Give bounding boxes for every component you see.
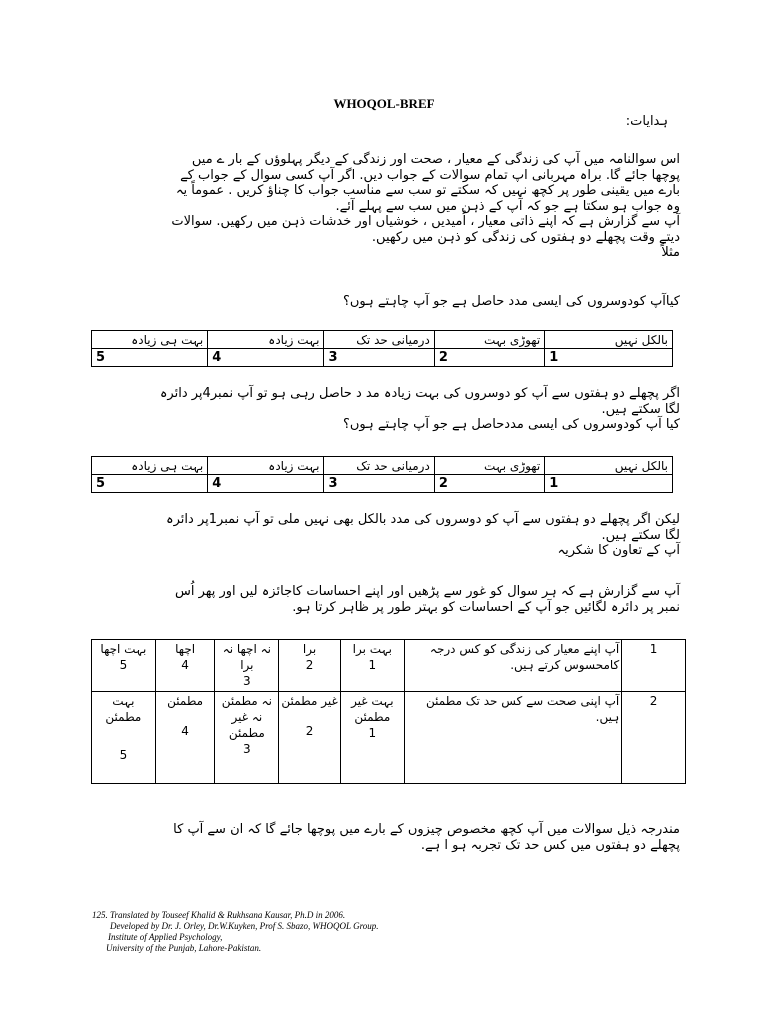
answer-option[interactable] — [215, 692, 279, 784]
option-label: نہ مطمئن نہ غیر مطمئن — [221, 694, 272, 740]
response-scale-table-2 — [91, 456, 673, 493]
scale-number[interactable]: 5 — [92, 349, 208, 367]
scale-label: درمیانی حد تک — [324, 331, 434, 349]
footer-line: 125. Translated by Touseef Khalid & Rukhsana Kausar, Ph.D in 2006. — [92, 910, 346, 920]
scale-label: بہت ہی زیادہ — [92, 457, 208, 475]
answer-option[interactable] — [155, 692, 215, 784]
request-line: نمبر پر دائرہ لگائیں جو آپ کے احساسات کو بہتر طور پر ظاہر کرتا ہو. — [292, 599, 680, 615]
option-label: مطمئن — [167, 694, 204, 708]
scale-number[interactable]: 1 — [545, 475, 673, 493]
option-value: 2 — [305, 658, 314, 672]
footer-credits — [92, 910, 379, 954]
request-paragraph — [80, 584, 680, 615]
explanation-line: لگا سکتے ہیں. — [601, 527, 680, 543]
scale-label: بالکل نہیں — [545, 331, 673, 349]
explanation-line: اگر پچھلے دو ہفتوں سے آپ کو دوسروں کی بہت زیادہ مد د حاصل رہی ہو تو آپ نمبر4پر دائرہ — [159, 386, 680, 401]
scale-label: بہت ہی زیادہ — [92, 331, 208, 349]
example-question-1: کیاآپ کودوسروں کی ایسی مدد حاصل ہے جو آپ چاہتے ہوں؟ — [342, 294, 680, 309]
question-number: 2 — [622, 692, 686, 784]
scale-label: تھوڑی بہت — [434, 457, 544, 475]
option-label: بہت اچھا — [100, 642, 147, 656]
scale-number[interactable]: 5 — [92, 475, 208, 493]
option-label: بہت غیر مطمئن — [351, 694, 394, 724]
answer-option[interactable] — [340, 640, 404, 692]
scale-number-row — [92, 349, 673, 367]
option-value: 3 — [243, 742, 251, 756]
intro-line: پوچھا جائے گا. براہ مہربانی اپ تمام سوالات کے جواب دیں. اگر آپ کسی سوال کے جواب کے — [180, 167, 680, 183]
instructions-heading: ہدایات: — [625, 114, 668, 129]
question-row — [92, 692, 686, 784]
closing-line: پچھلے دو ہفتوں میں کس حد تک تجربہ ہو ا ہے. — [420, 837, 680, 853]
response-scale-table-1 — [91, 330, 673, 367]
option-label: اچھا — [175, 642, 196, 656]
answer-option[interactable] — [340, 692, 404, 784]
scale-number[interactable]: 4 — [208, 349, 324, 367]
option-value: 1 — [368, 658, 377, 672]
option-label: غیر مطمئن — [281, 694, 338, 708]
closing-line: مندرجہ ذیل سوالات میں آپ کچھ مخصوص چیزوں کے بارے میں پوچھا جائے گا کہ ان سے آپ کا — [173, 822, 680, 837]
option-value: 3 — [243, 674, 251, 688]
intro-line: آپ سے گزارش ہے کہ اپنے ذاتی معیار ، اُمیدیں ، خوشیاں اور خدشات ذہن میں رکھیں. سوالات — [171, 214, 680, 229]
option-value: 1 — [368, 726, 377, 740]
intro-line: مثلاً — [661, 245, 680, 260]
option-label: برا — [302, 642, 317, 656]
thanks-text: آپ کے تعاون کا شکریہ — [557, 543, 680, 558]
scale-number[interactable]: 4 — [208, 475, 324, 493]
scale-label: تھوڑی بہت — [434, 331, 544, 349]
scale-number[interactable]: 3 — [324, 349, 434, 367]
scale-number[interactable]: 1 — [545, 349, 673, 367]
scale-label: بہت زیادہ — [208, 331, 324, 349]
scale-label: بہت زیادہ — [208, 457, 324, 475]
explanation-2 — [80, 512, 680, 559]
explanation-line: لیکن اگر پچھلے دو ہفتوں سے آپ کو دوسروں کی مدد بالکل بھی نہیں ملی تو آپ نمبر1پر دائرہ — [166, 512, 680, 527]
explanation-line: لگا سکتے ہیں. — [601, 401, 680, 417]
intro-paragraph — [80, 152, 680, 261]
answer-option[interactable] — [92, 692, 156, 784]
answer-option[interactable] — [215, 640, 279, 692]
explanation-1 — [80, 386, 680, 433]
option-value: 4 — [181, 724, 189, 738]
request-line: آپ سے گزارش ہے کہ ہر سوال کو غور سے پڑھیں اور اپنے احساسات کاجائزہ لیں اور پھر اُس — [174, 584, 680, 599]
option-value: 2 — [305, 724, 314, 738]
option-value: 5 — [119, 658, 128, 672]
option-label: بہت مطمئن — [105, 694, 142, 724]
answer-option[interactable] — [279, 640, 341, 692]
scale-label: درمیانی حد تک — [324, 457, 434, 475]
answer-option[interactable] — [155, 640, 215, 692]
question-text: آپ اپنے معیار کی زندگی کو کس درجہ کامحسوس کرتے ہیں. — [404, 640, 622, 692]
closing-paragraph — [80, 822, 680, 853]
question-number: 1 — [622, 640, 686, 692]
option-value: 4 — [181, 658, 189, 672]
intro-line: اس سوالنامہ میں آپ کی زندگی کے معیار ، صحت اور زندگی کے دیگر پہلوؤں کے بار ے میں — [191, 152, 680, 167]
footer-line: University of the Punjab, Lahore-Pakistan. — [106, 943, 262, 953]
scale-label-row — [92, 331, 673, 349]
scale-number[interactable]: 2 — [434, 475, 544, 493]
footer-line: Developed by Dr. J. Orley, Dr.W.Kuyken, Prof S. Sbazo, WHOQOL Group. — [110, 921, 379, 931]
questions-table — [91, 639, 686, 784]
footer-line: Institute of Applied Psychology, — [108, 932, 223, 942]
example-question-2: کیا آپ کودوسروں کی ایسی مددحاصل ہے جو آپ چاہتے ہوں؟ — [342, 417, 680, 432]
scale-label: بالکل نہیں — [545, 457, 673, 475]
scale-number-row — [92, 475, 673, 493]
intro-line: وہ جواب ہو سکتا ہے جو کہ آپ کے ذہن میں سب سے پہلے آئے. — [335, 198, 680, 214]
intro-line: بارے میں یقینی طور پر کچھ نہیں کہ سکتے تو سب سے مناسب جواب کا چناؤ کریں . عموماً یہ — [175, 183, 680, 198]
intro-line: دیتے وقت پچھلے دو ہفتوں کی زندگی کو ذہن میں رکھیں. — [371, 229, 680, 245]
option-label: بہت برا — [352, 642, 392, 656]
scale-number[interactable]: 2 — [434, 349, 544, 367]
option-label: نہ اچھا نہ برا — [222, 642, 271, 672]
answer-option[interactable] — [279, 692, 341, 784]
scale-number[interactable]: 3 — [324, 475, 434, 493]
question-text: آپ اپنی صحت سے کس حد تک مطمئن ہیں. — [404, 692, 622, 784]
question-row — [92, 640, 686, 692]
option-value: 5 — [119, 748, 128, 762]
scale-label-row — [92, 457, 673, 475]
answer-option[interactable] — [92, 640, 156, 692]
document-title: WHOQOL-BREF — [333, 96, 435, 111]
